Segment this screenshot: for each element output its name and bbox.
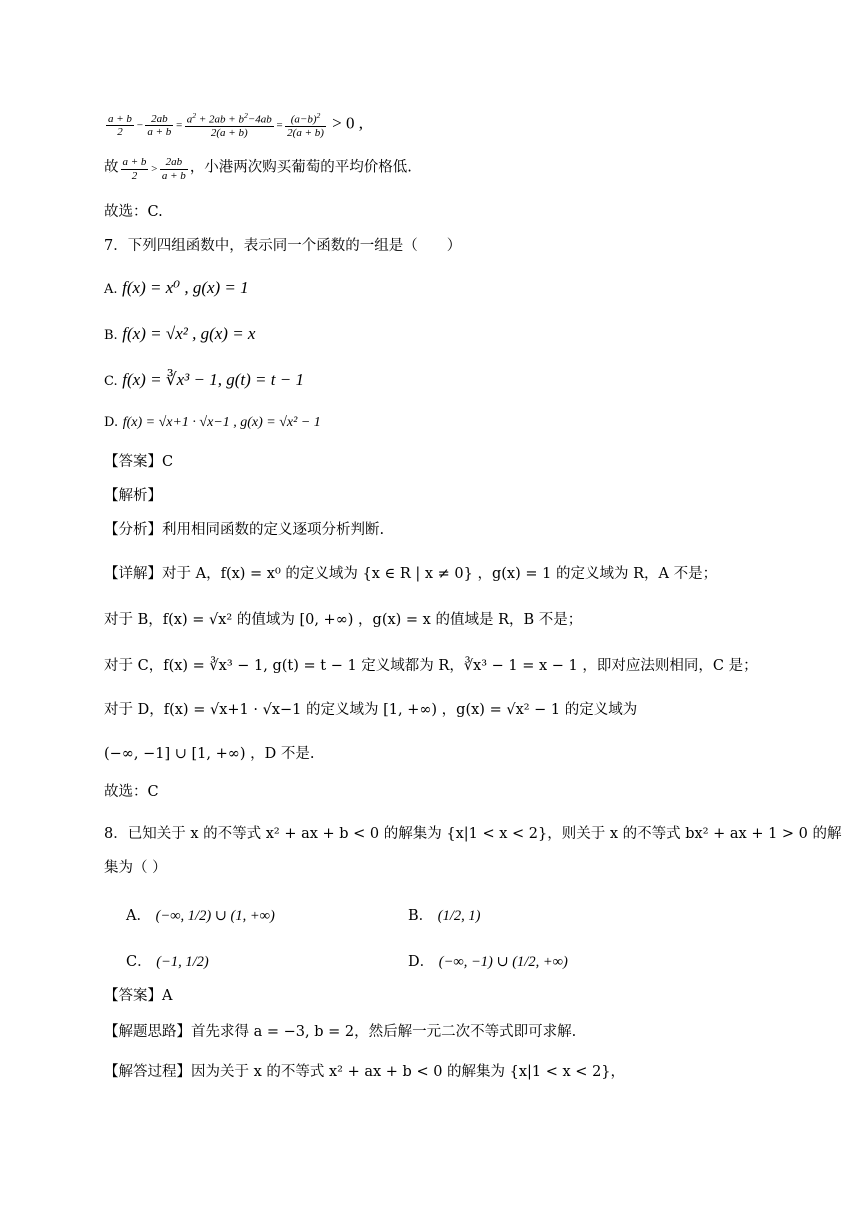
inequality-tail: > 0 , bbox=[327, 113, 364, 133]
q7-analysis-title: 【解析】 bbox=[104, 488, 162, 504]
q7-stem: 7．下列四组函数中，表示同一个函数的一组是（ ） bbox=[104, 238, 462, 254]
q7-option-a: A. f(x) = x⁰ , g(x) = 1 bbox=[104, 278, 249, 297]
q7-option-c: C. f(x) = ∛x³ − 1, g(t) = t − 1 bbox=[104, 370, 304, 389]
q7-fenxi: 【分析】利用相同函数的定义逐项分析判断. bbox=[104, 522, 385, 538]
q7-detail-d-cont: (−∞, −1] ∪ [1, +∞) ，D 不是. bbox=[104, 746, 315, 762]
q7-final: 故选：C bbox=[104, 784, 159, 800]
inequality-derivation: $\frac{a + b}{2}$ − $\frac{2ab}{a + b}$ = $\frac{a^2 + 2ab + b^2-4ab}{2(a + b)}$ = $\frac{(a-b)^2}{2(a + b)}$ > 0 , bbox=[108, 111, 364, 140]
q8-thinking: 【解题思路】首先求得 a = −3, b = 2，然后解一元二次不等式即可求解. bbox=[104, 1024, 577, 1040]
q8-answer: 【答案】A bbox=[104, 988, 173, 1004]
conclusion-prefix: 故 bbox=[104, 159, 119, 176]
q7-answer: 【答案】C bbox=[104, 454, 174, 470]
prev-answer: 故选：C. bbox=[104, 204, 163, 220]
q7-detail-c: 对于 C，f(x) = ∛x³ − 1, g(t) = t − 1 定义域都为 R，∛x³ − 1 = x − 1 ，即对应法则相同，C 是； bbox=[104, 658, 758, 674]
q8-process: 【解答过程】因为关于 x 的不等式 x² + ax + b < 0 的解集为 {x|1 < x < 2}， bbox=[104, 1064, 626, 1080]
q8-option-d: D． (−∞, −1) ∪ (1/2, +∞) bbox=[408, 954, 568, 970]
q7-detail-b: 对于 B，f(x) = √x² 的值域为 [0, +∞) ，g(x) = x 的值域是 R，B 不是； bbox=[104, 612, 583, 628]
conclusion-text: ，小港两次购买葡萄的平均价格低. bbox=[189, 159, 412, 176]
q8-option-b: B． (1/2, 1) bbox=[408, 908, 481, 924]
q8-option-c: C． (−1, 1/2) bbox=[126, 954, 209, 970]
q8-option-a: A． (−∞, 1/2) ∪ (1, +∞) bbox=[126, 908, 275, 924]
q8-stem-1: 8．已知关于 x 的不等式 x² + ax + b < 0 的解集为 {x|1 < x < 2}，则关于 x 的不等式 bx² + ax + 1 > 0 的解 bbox=[104, 826, 842, 842]
q7-option-d: D. f(x) = √x+1 · √x−1 , g(x) = √x² − 1 bbox=[104, 415, 321, 430]
conclusion-line: 故 $\frac{a + b}{2}$ > $\frac{2ab}{a + b}$ ，小港两次购买葡萄的平均价格低. bbox=[104, 156, 412, 182]
q7-option-b: B. f(x) = √x² , g(x) = x bbox=[104, 324, 256, 343]
q7-detail-a: 【详解】对于 A，f(x) = x⁰ 的定义域为 {x ∈ R | x ≠ 0} ，g(x) = 1 的定义域为 R，A 不是； bbox=[104, 566, 718, 582]
q8-stem-2: 集为（ ） bbox=[104, 860, 167, 876]
q7-detail-d: 对于 D，f(x) = √x+1 · √x−1 的定义域为 [1, +∞) ，g(x) = √x² − 1 的定义域为 bbox=[104, 702, 638, 718]
